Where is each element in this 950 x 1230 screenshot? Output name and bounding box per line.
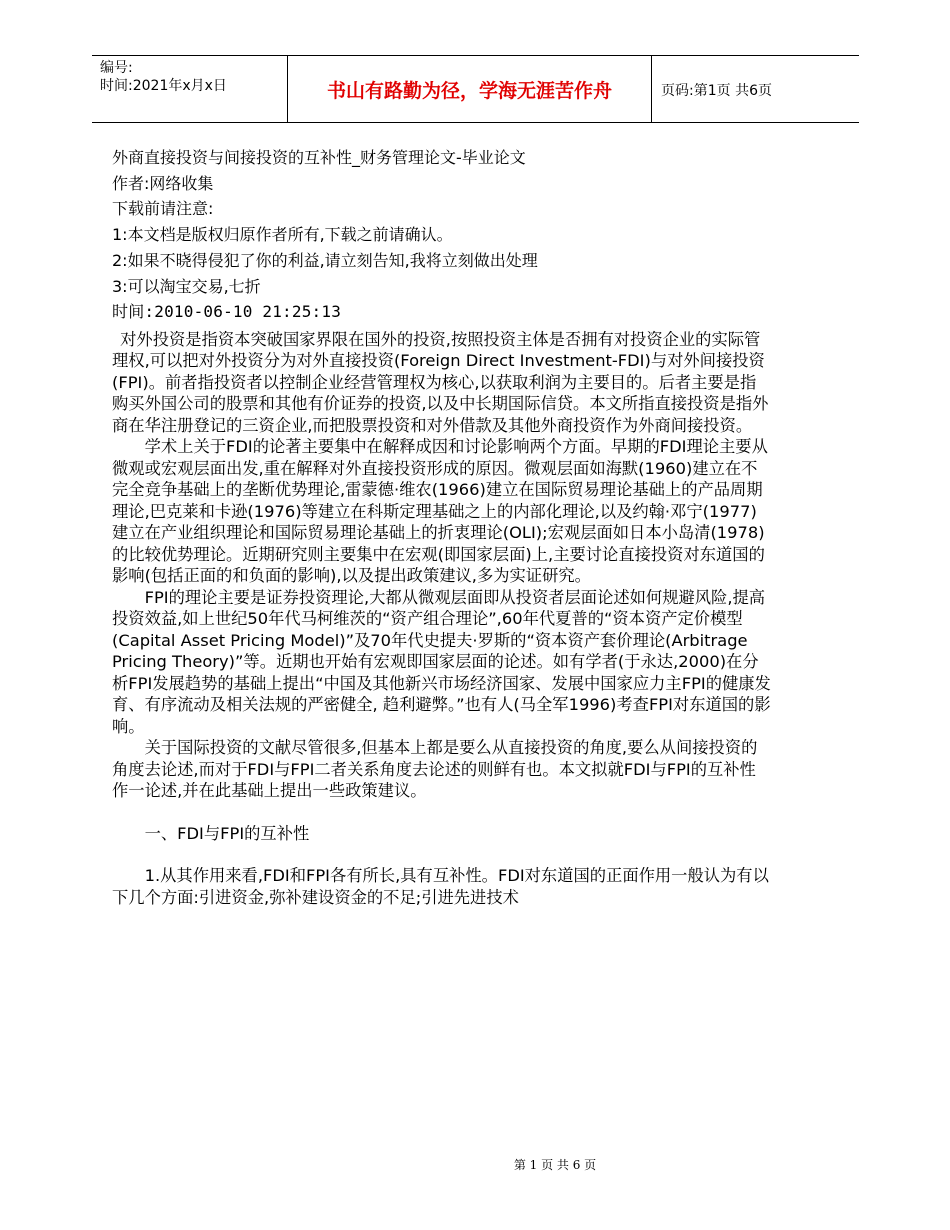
- article-title: 外商直接投资与间接投资的互补性_财务管理论文-毕业论文: [112, 148, 526, 167]
- notice-item-3: 3:可以淘宝交易,七折: [112, 276, 261, 296]
- header-left-info: [100, 59, 227, 95]
- section-heading: 一、FDI与FPI的互补性: [144, 823, 310, 843]
- paragraph-1: 对外投资是指资本突破国家界限在国外的投资,按照投资主体是否拥有对投资企业的实际管理权,可以把对外投资分为对外直接投资(Foreign Direct Investment-FDI)与对外间接投资(FPI)。前者指投资者以控制企业经营管理权为核心,以获取利润为主要目的。后者主要是指购买外国公司的股票和其他有价证券的投资,以及中长期国际信贷。本文所指直接投资是指外商在华注册登记的三资企业,而把股票投资和对外借款及其他外商投资作为外商间接投资。: [112, 329, 769, 435]
- header-motto: 书山有路勤为径，学海无涯苦作舟: [287, 56, 652, 122]
- paragraph-5: 1.从其作用来看,FDI和FPI各有所长,具有互补性。FDI对东道国的正面作用一般认为有以下几个方面:引进资金,弥补建设资金的不足;引进先进技术: [112, 866, 769, 907]
- doc-number-label: 编号:: [100, 60, 133, 76]
- article-timestamp: 时间:2010-06-10 21:25:13: [112, 302, 342, 322]
- article-author: 作者:网络收集: [112, 173, 214, 193]
- page-footer: 第 1 页 共 6 页: [513, 1158, 597, 1172]
- document-body: [112, 145, 772, 908]
- page-header: [92, 55, 859, 123]
- spacer: [112, 844, 772, 865]
- article-text: [112, 329, 772, 909]
- header-time-label: 时间:2021年x月x日: [100, 78, 227, 94]
- paragraph-3: FPI的理论主要是证券投资理论,大都从微观层面即从投资者层面论述如何规避风险,提高投资效益,如上世纪50年代马柯维茨的“资产组合理论”,60年代夏普的“资本资产定价模型(Capital Asset Pricing Model)”及70年代史提夫·罗斯的“资本资产套价理论(Arbitrage Pricing Theory)”等。近期也开始有宏观即国家层面的论述。如有学者(于永达,2000)在分析FPI发展趋势的基础上提出“中国及其他新兴市场经济国家、发展中国家应力主FPI的健康发育、有序流动及相关法规的严密健全, 趋利避弊。”也有人(马全军1996)考查FPI对东道国的影响。: [112, 587, 771, 736]
- paragraph-2: 学术上关于FDI的论著主要集中在解释成因和讨论影响两个方面。早期的FDI理论主要从微观或宏观层面出发,重在解释对外直接投资形成的原因。微观层面如海默(1960)建立在不完全竞争基础上的垄断优势理论,雷蒙德·维农(1966)建立在国际贸易理论基础上的产品周期理论,巴克莱和卡逊(1976)等建立在科斯定理基础之上的内部化理论,以及约翰·邓宁(1977)建立在产业组织理论和国际贸易理论基础上的折衷理论(OLI);宏观层面如日本小岛清(1978)的比较优势理论。近期研究则主要集中在宏观(即国家层面)上,主要讨论直接投资对东道国的影响(包括正面的和负面的影响),以及提出政策建议,多为实证研究。: [112, 437, 768, 586]
- notice-heading: 下载前请注意:: [112, 199, 214, 219]
- notice-item-2: 2:如果不晓得侵犯了你的利益,请立刻告知,我将立刻做出处理: [112, 250, 538, 270]
- spacer: [112, 802, 772, 823]
- header-page-info: 页码:第1页 共6页: [661, 83, 772, 99]
- notice-item-1: 1:本文档是版权归原作者所有,下载之前请确认。: [112, 225, 453, 245]
- paragraph-4: 关于国际投资的文献尽管很多,但基本上都是要么从直接投资的角度,要么从间接投资的角度去论述,而对于FDI与FPI二者关系角度去论述的则鲜有也。本文拟就FDI与FPI的互补性作一论述,并在此基础上提出一些政策建议。: [112, 738, 758, 801]
